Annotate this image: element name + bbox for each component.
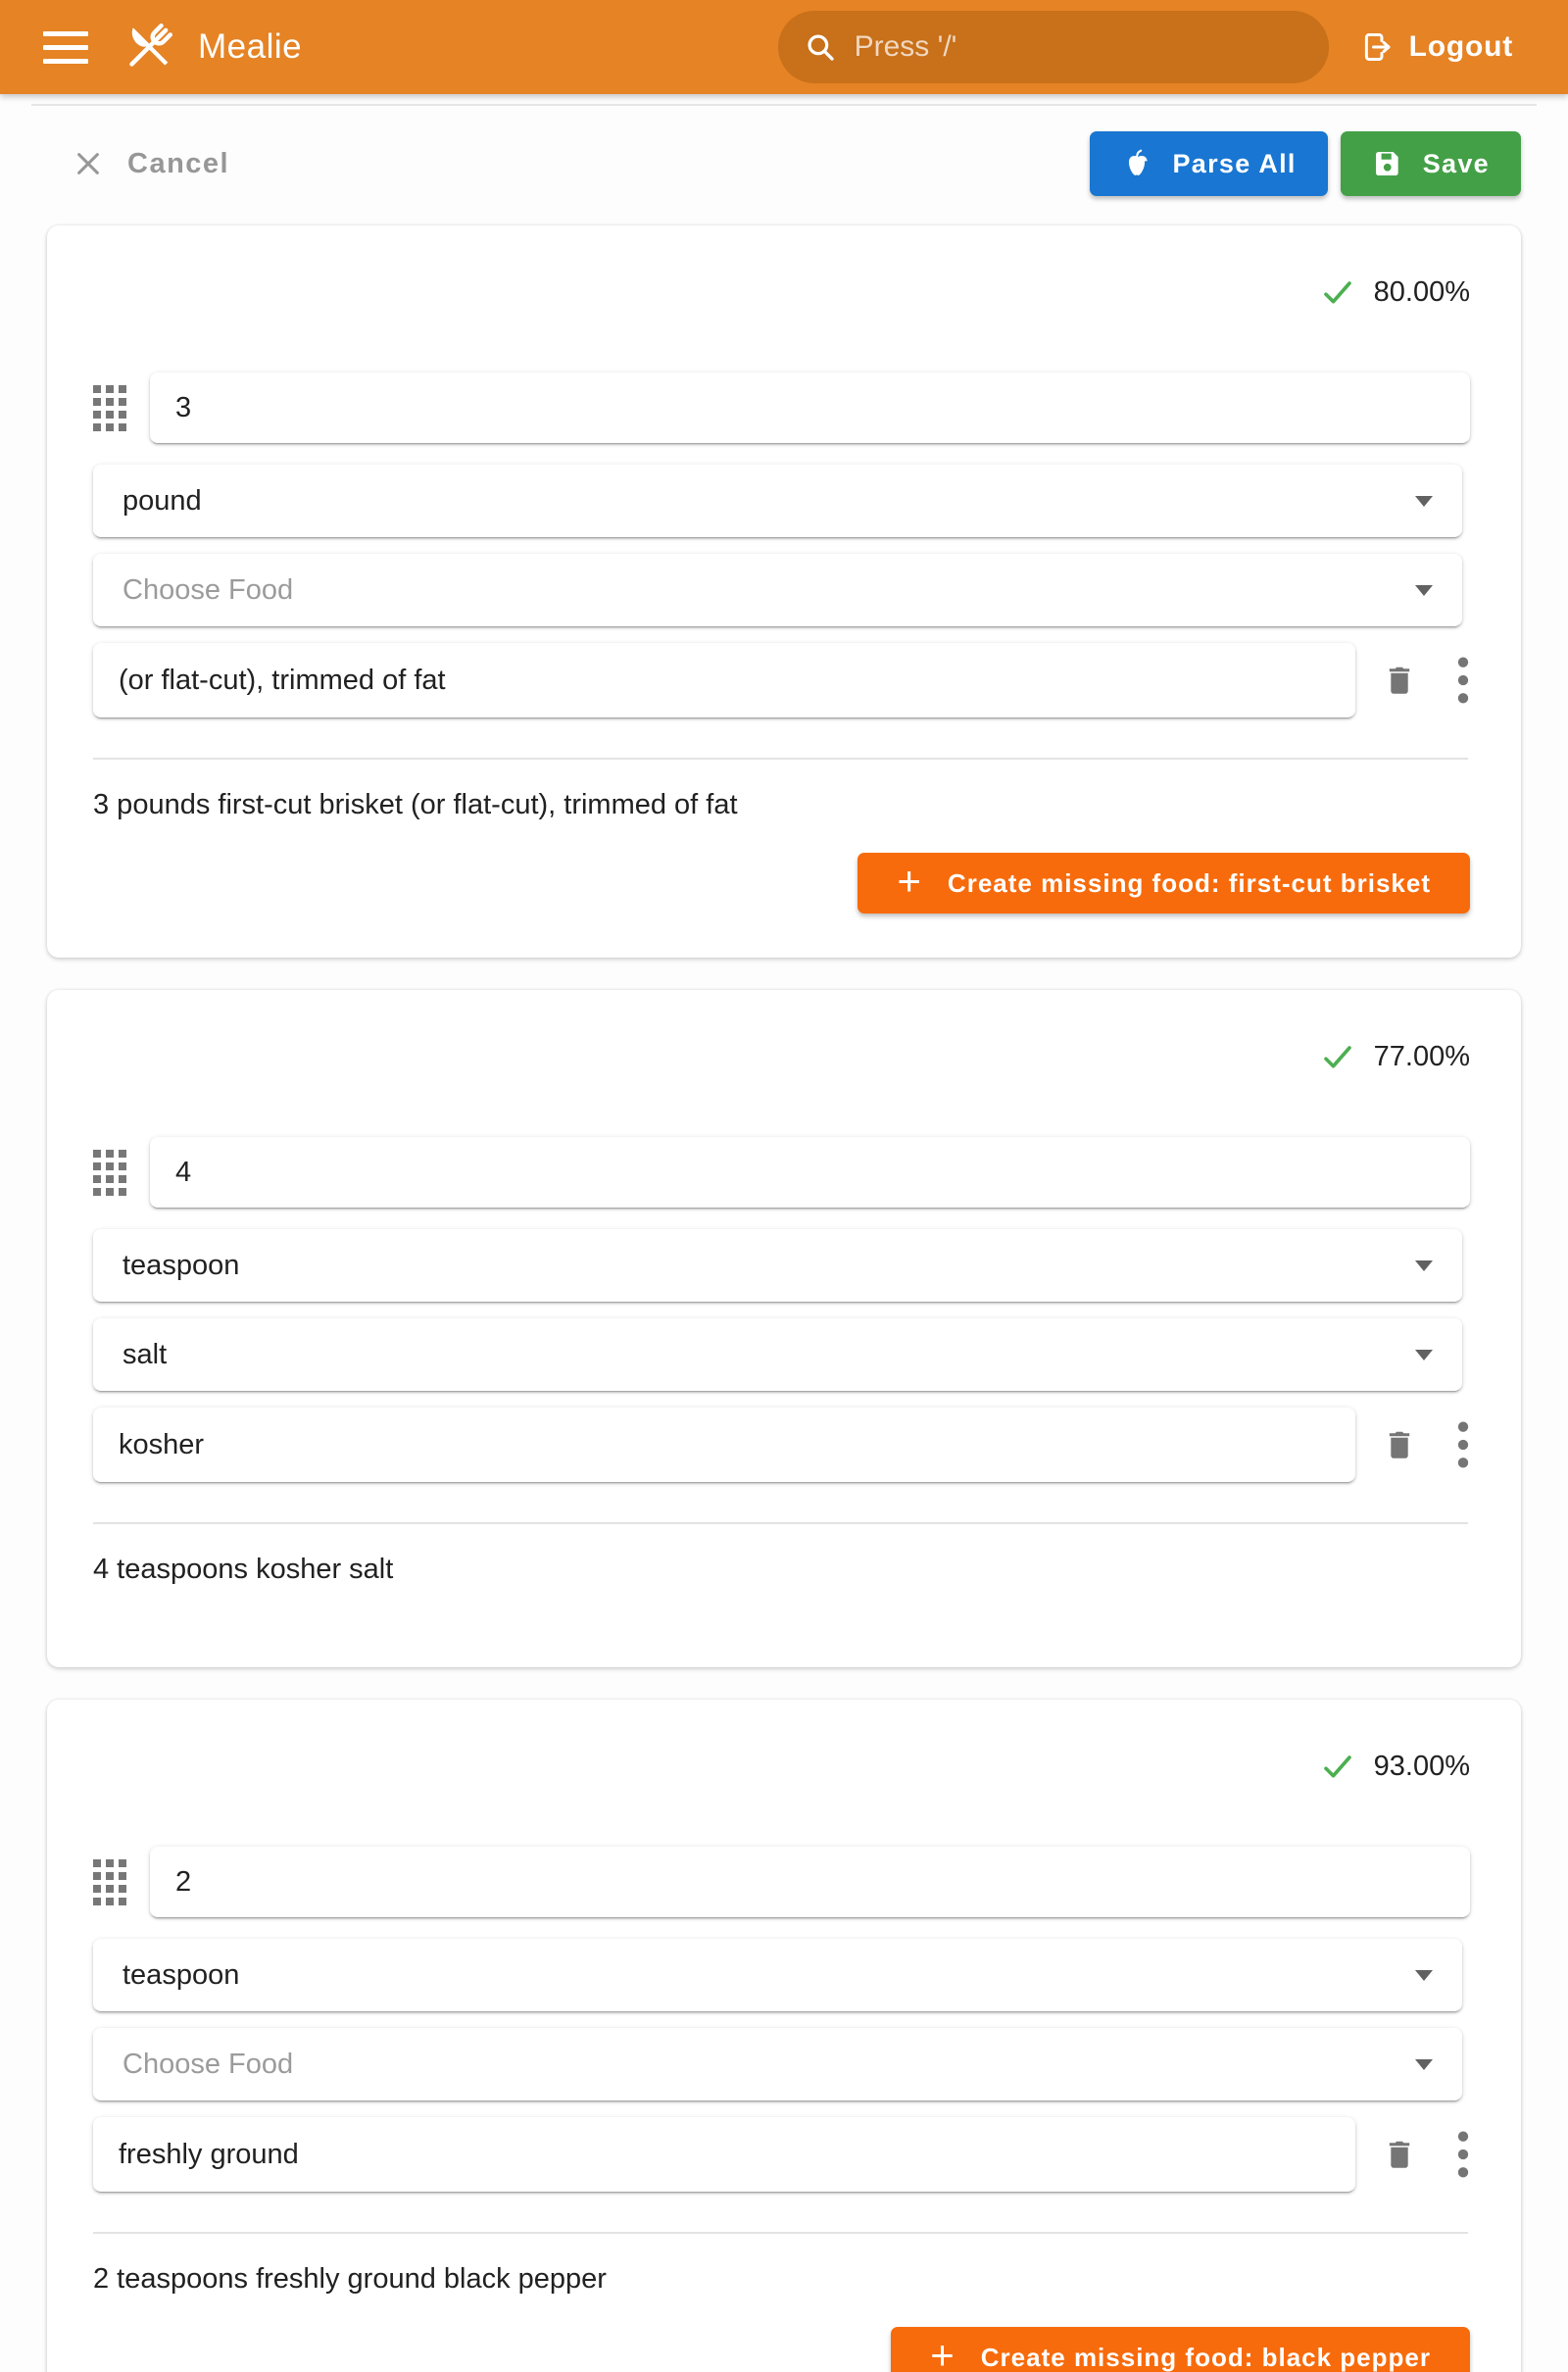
confidence-row <box>93 1749 1470 1784</box>
parse-all-button[interactable] <box>1090 131 1327 196</box>
drag-handle-icon[interactable] <box>93 383 131 432</box>
original-ingredient-text: 4 teaspoons kosher salt <box>93 1554 394 1585</box>
food-value: Choose Food <box>122 573 294 606</box>
create-missing-food-button[interactable] <box>891 2327 1470 2372</box>
chevron-down-icon <box>1415 585 1433 596</box>
trash-icon <box>1382 663 1417 698</box>
chevron-down-icon <box>1415 2059 1433 2070</box>
unit-value: teaspoon <box>122 1958 240 1991</box>
chevron-down-icon <box>1415 496 1433 507</box>
ingredient-card <box>47 990 1521 1667</box>
amount-row <box>93 1137 1470 1208</box>
save-icon <box>1372 148 1403 179</box>
dots-vertical-icon <box>1456 2130 1470 2179</box>
drag-handle-icon[interactable] <box>93 1148 131 1197</box>
quantity-input[interactable] <box>150 372 1470 443</box>
plus-icon: + <box>897 858 922 904</box>
drag-handle-icon[interactable] <box>93 1857 131 1906</box>
create-missing-food-button[interactable] <box>858 853 1470 914</box>
confidence-row <box>93 1039 1470 1074</box>
food-select[interactable] <box>93 2028 1462 2100</box>
unit-select[interactable] <box>93 465 1462 537</box>
ingredient-card-list <box>47 225 1521 2372</box>
more-options-button[interactable] <box>1456 1420 1470 1469</box>
ingredient-parser-page <box>0 131 1568 2372</box>
delete-button[interactable] <box>1382 1427 1417 1462</box>
food-value: Choose Food <box>122 2048 294 2080</box>
check-icon <box>1320 274 1355 310</box>
confidence-row <box>93 274 1470 310</box>
create-missing-food-label: Create missing food: first-cut brisket <box>947 867 1431 898</box>
note-input[interactable] <box>93 643 1355 717</box>
dots-vertical-icon <box>1456 1420 1470 1469</box>
cancel-button[interactable] <box>73 148 229 180</box>
note-input[interactable] <box>93 2117 1355 2192</box>
app-title: Mealie <box>198 27 303 66</box>
note-input[interactable] <box>93 1408 1355 1482</box>
ingredient-card <box>47 1700 1521 2372</box>
plus-icon: + <box>930 2332 956 2372</box>
dots-vertical-icon <box>1456 656 1470 705</box>
check-icon <box>1320 1039 1355 1074</box>
delete-button[interactable] <box>1382 2137 1417 2172</box>
card-divider <box>93 1522 1468 1524</box>
card-footer <box>93 853 1470 914</box>
confidence-value: 80.00% <box>1373 275 1470 308</box>
chevron-down-icon <box>1415 1970 1433 1981</box>
mealie-logo-icon[interactable] <box>122 20 176 74</box>
card-divider <box>93 2232 1468 2234</box>
delete-button[interactable] <box>1382 663 1417 698</box>
action-row <box>47 131 1521 196</box>
food-value: salt <box>122 1338 168 1370</box>
unit-value: teaspoon <box>122 1249 240 1281</box>
search-icon <box>804 30 837 64</box>
menu-icon <box>43 31 88 36</box>
confidence-value: 77.00% <box>1373 1040 1470 1072</box>
search-placeholder: Press '/' <box>854 30 957 63</box>
search-input[interactable] <box>778 11 1329 83</box>
food-select[interactable] <box>93 1318 1462 1391</box>
note-row <box>93 2117 1470 2192</box>
card-divider <box>93 758 1468 760</box>
trash-icon <box>1382 1427 1417 1462</box>
parse-all-label: Parse All <box>1172 148 1297 178</box>
original-ingredient-text: 2 teaspoons freshly ground black pepper <box>93 2263 607 2295</box>
unit-select[interactable] <box>93 1229 1462 1302</box>
amount-row <box>93 372 1470 443</box>
trash-icon <box>1382 2137 1417 2172</box>
chevron-down-icon <box>1415 1350 1433 1360</box>
confidence-value: 93.00% <box>1373 1750 1470 1782</box>
quantity-input[interactable] <box>150 1137 1470 1208</box>
note-row <box>93 1408 1470 1482</box>
ingredient-card <box>47 225 1521 958</box>
menu-button[interactable] <box>43 27 88 67</box>
apple-icon <box>1121 148 1152 179</box>
amount-row <box>93 1847 1470 1917</box>
check-icon <box>1320 1749 1355 1784</box>
logout-label: Logout <box>1408 30 1513 63</box>
quantity-input[interactable] <box>150 1847 1470 1917</box>
more-options-button[interactable] <box>1456 656 1470 705</box>
save-button[interactable] <box>1341 131 1521 196</box>
card-footer <box>93 1586 1470 1623</box>
chevron-down-icon <box>1415 1260 1433 1271</box>
cancel-label: Cancel <box>127 147 230 179</box>
original-ingredient-text: 3 pounds first-cut brisket (or flat-cut), trimmed of fat <box>93 789 738 820</box>
create-missing-food-label: Create missing food: black pepper <box>980 2342 1431 2372</box>
page-top-divider <box>31 104 1537 106</box>
note-row <box>93 643 1470 717</box>
app-bar <box>0 0 1568 94</box>
close-icon <box>73 148 104 179</box>
more-options-button[interactable] <box>1456 2130 1470 2179</box>
logout-button[interactable] <box>1360 30 1513 64</box>
card-footer <box>93 2327 1470 2372</box>
logout-icon <box>1360 30 1394 64</box>
unit-value: pound <box>122 484 202 517</box>
food-select[interactable] <box>93 554 1462 626</box>
unit-select[interactable] <box>93 1939 1462 2011</box>
save-label: Save <box>1422 148 1490 178</box>
